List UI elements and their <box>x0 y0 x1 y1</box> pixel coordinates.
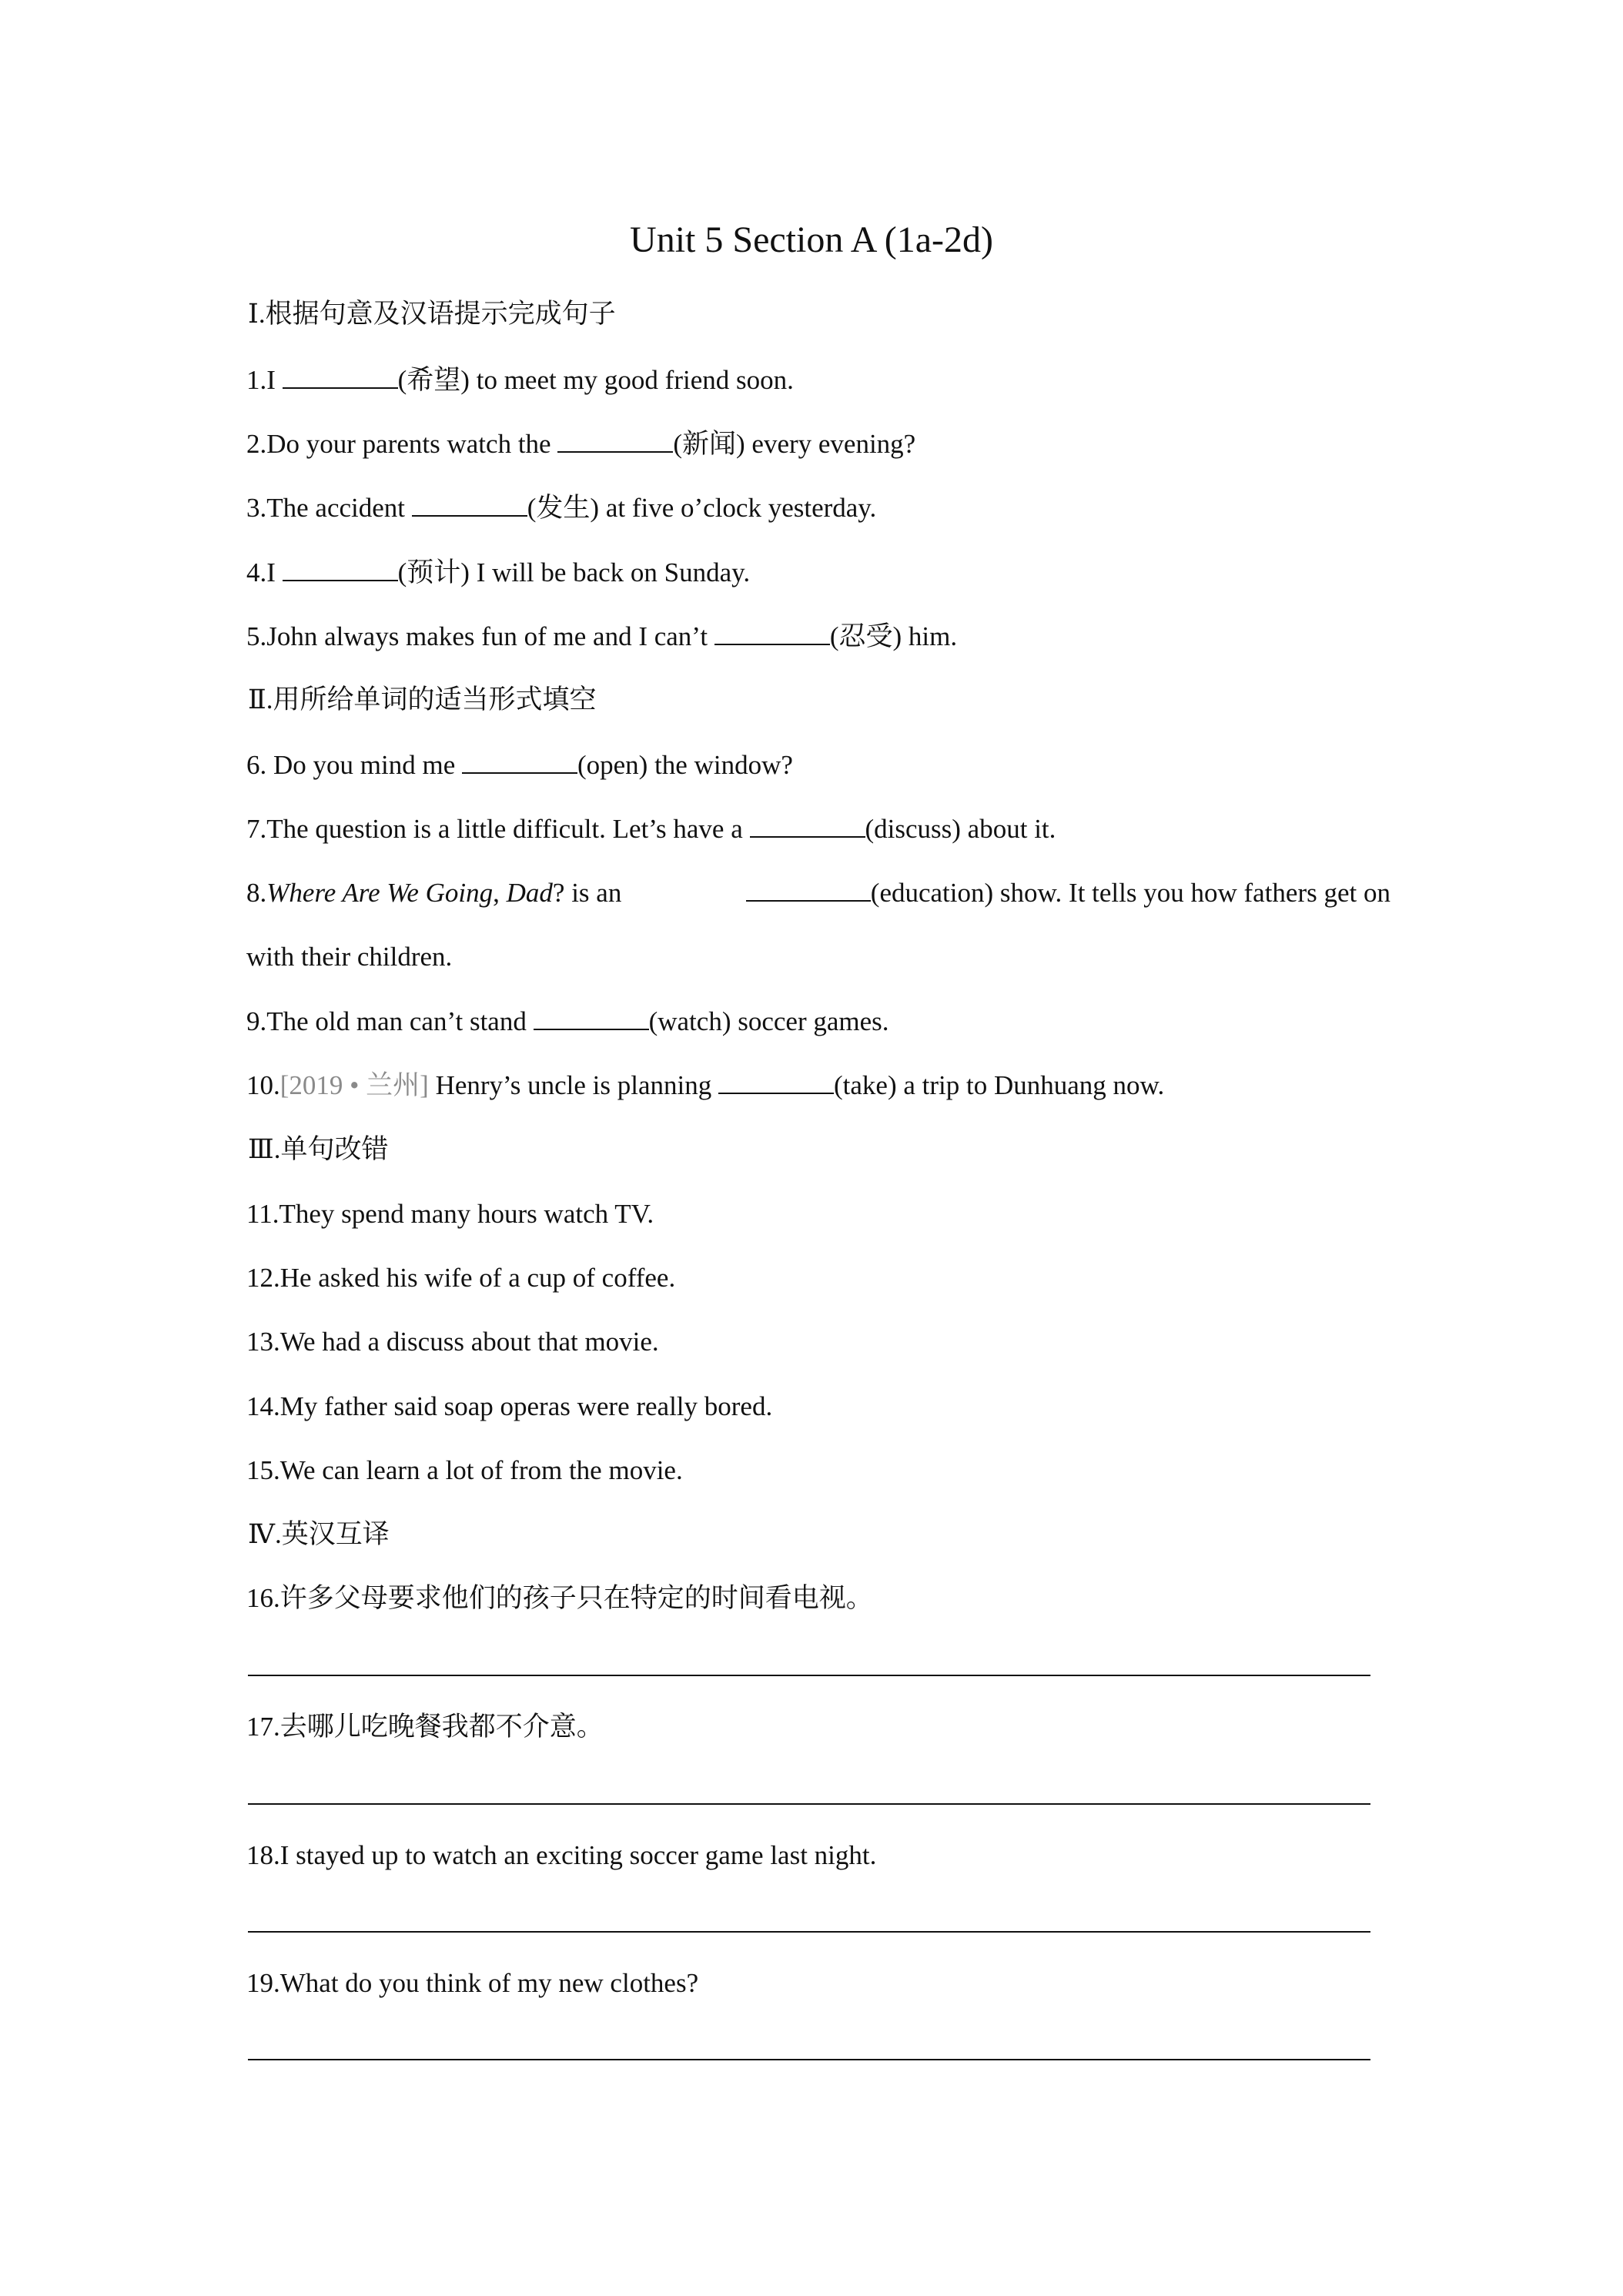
question-9-text: 9.The old man can’t stand <box>246 1006 534 1036</box>
question-10-number: 10. <box>246 1070 280 1100</box>
question-7-hint: (discuss) about it. <box>865 814 1056 844</box>
question-8-number: 8. <box>246 878 267 908</box>
question-source: [2019 • 兰州] <box>279 1070 429 1100</box>
question-7 <box>246 812 1386 847</box>
answer-blank-2[interactable] <box>557 428 673 453</box>
show-title: Where Are We Going <box>266 878 494 908</box>
question-4-text: 4.I <box>246 557 283 587</box>
question-2-text: 2.Do your parents watch the <box>246 429 558 459</box>
question-8-lead <box>246 875 621 911</box>
show-title-end: Dad <box>506 878 553 908</box>
question-7-text: 7.The question is a little difficult. Let’s have a <box>246 814 750 844</box>
question-5-hint: (忍受) him. <box>829 621 958 651</box>
answer-line-16[interactable] <box>248 1675 1370 1676</box>
question-2 <box>246 427 1386 462</box>
question-19: 19.What do you think of my new clothes? <box>246 1968 699 1998</box>
page-title: Unit 5 Section A (1a-2d) <box>630 219 993 260</box>
answer-line-17[interactable] <box>248 1803 1370 1805</box>
section-heading-4: Ⅳ.英汉互译 <box>248 1519 390 1549</box>
answer-blank-8[interactable] <box>746 877 871 902</box>
answer-blank-6[interactable] <box>462 749 577 774</box>
section-heading-1: Ⅰ.根据句意及汉语提示完成句子 <box>248 299 616 329</box>
question-4 <box>246 555 1386 591</box>
question-12: 12.He asked his wife of a cup of coffee. <box>246 1263 676 1293</box>
question-8-rest <box>746 875 1390 911</box>
answer-line-19[interactable] <box>248 2059 1370 2060</box>
question-6 <box>246 748 1386 783</box>
question-10 <box>246 1068 1386 1103</box>
answer-blank-1[interactable] <box>283 364 398 389</box>
answer-line-18[interactable] <box>248 1931 1370 1933</box>
question-13: 13.We had a discuss about that movie. <box>246 1327 659 1357</box>
question-16: 16.许多父母要求他们的孩子只在特定的时间看电视。 <box>246 1583 873 1613</box>
question-9 <box>246 1004 1386 1039</box>
question-8-hint: (education) show. It tells you how fathers get on <box>870 878 1390 908</box>
question-8-text: ? is an <box>552 878 622 908</box>
answer-blank-7[interactable] <box>750 813 865 838</box>
title-comma: , <box>493 878 507 908</box>
question-6-hint: (open) the window? <box>577 750 793 780</box>
answer-blank-3[interactable] <box>412 492 527 517</box>
question-5-text: 5.John always makes fun of me and I can’t <box>246 621 714 651</box>
question-1 <box>246 363 1386 398</box>
question-6-text: 6. Do you mind me <box>246 750 462 780</box>
answer-blank-9[interactable] <box>534 1006 649 1030</box>
question-14: 14.My father said soap operas were really bored. <box>246 1391 773 1421</box>
question-3-hint: (发生) at five o’clock yesterday. <box>527 493 877 523</box>
question-4-hint: (预计) I will be back on Sunday. <box>397 557 751 587</box>
question-10-text: Henry’s uncle is planning <box>428 1070 719 1100</box>
section-heading-3: Ⅲ.单句改错 <box>248 1134 389 1164</box>
question-10-hint: (take) a trip to Dunhuang now. <box>834 1070 1165 1100</box>
question-3 <box>246 490 1386 526</box>
answer-blank-5[interactable] <box>714 621 830 645</box>
question-2-hint: (新闻) every evening? <box>673 429 916 459</box>
question-8 <box>246 875 1390 911</box>
answer-blank-4[interactable] <box>283 557 398 581</box>
question-1-hint: (希望) to meet my good friend soon. <box>397 365 794 395</box>
question-17: 17.去哪儿吃晚餐我都不介意。 <box>246 1712 604 1742</box>
question-3-text: 3.The accident <box>246 493 412 523</box>
question-15: 15.We can learn a lot of from the movie. <box>246 1455 683 1485</box>
answer-blank-10[interactable] <box>718 1069 834 1094</box>
question-5 <box>246 619 1386 654</box>
section-heading-2: Ⅱ.用所给单词的适当形式填空 <box>248 684 597 715</box>
question-11: 11.They spend many hours watch TV. <box>246 1199 654 1229</box>
question-9-hint: (watch) soccer games. <box>648 1006 889 1036</box>
question-8-continued: with their children. <box>246 942 453 972</box>
question-1-text: 1.I <box>246 365 283 395</box>
question-18: 18.I stayed up to watch an exciting soccer game last night. <box>246 1840 877 1870</box>
